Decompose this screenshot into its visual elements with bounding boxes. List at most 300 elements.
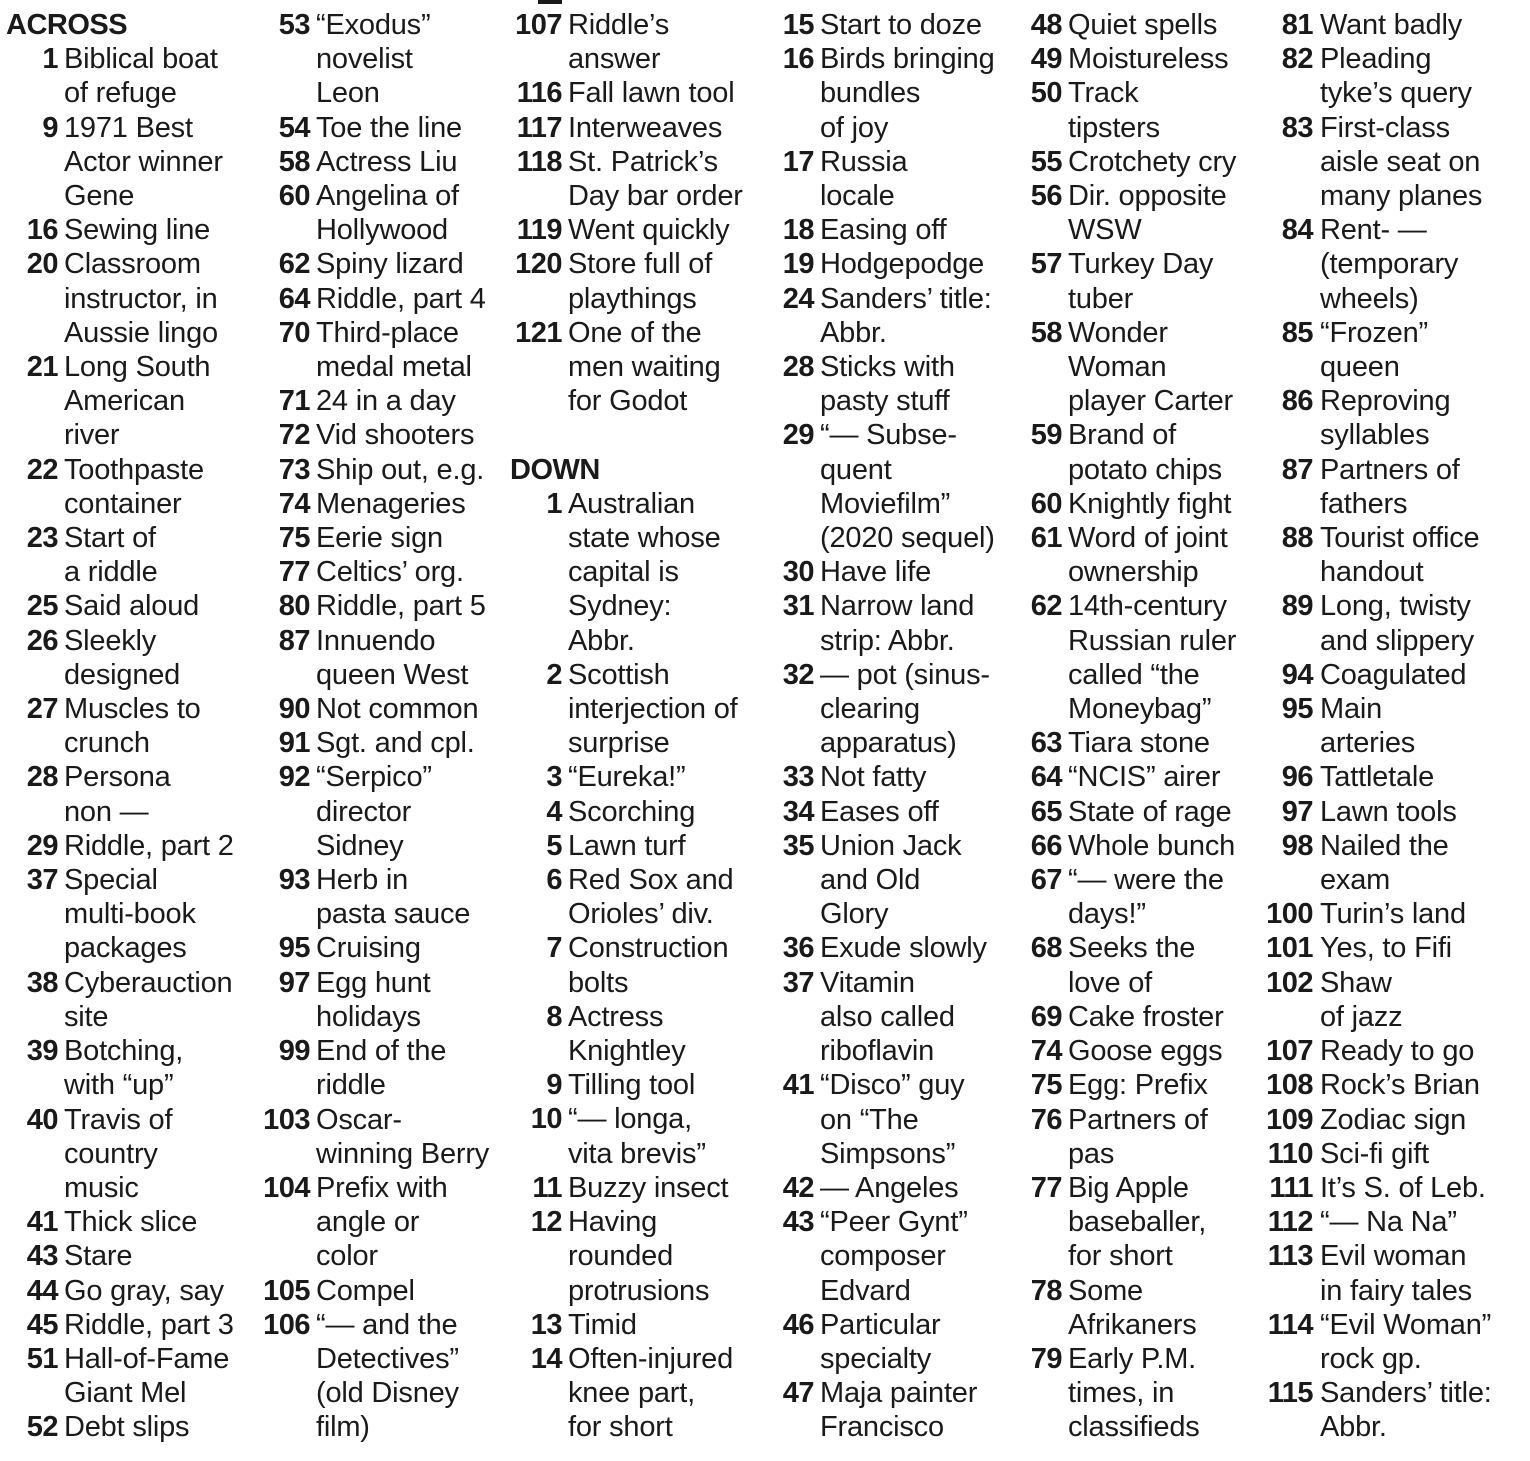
clue-text-line: Rock’s Brian xyxy=(1320,1069,1480,1102)
clue-number: 78 xyxy=(1030,1274,1062,1307)
clue-text-line: Thick slice xyxy=(64,1206,198,1239)
clue-text-line: Detectives” xyxy=(316,1342,459,1375)
clue-text-line: Eerie sign xyxy=(316,522,443,555)
clue-text-line: Easing off xyxy=(820,214,947,247)
clue-text-line: fathers xyxy=(1320,487,1408,520)
clue-text-line: Yes, to Fifi xyxy=(1320,932,1452,965)
clue-number: 103 xyxy=(263,1103,310,1136)
clue-text-line: Tourist office xyxy=(1320,522,1480,555)
clue-text-line: Goose eggs xyxy=(1068,1035,1223,1068)
clue-text-line: Vid shooters xyxy=(316,419,475,452)
clue-text-line: queen xyxy=(1320,351,1400,384)
clue-item xyxy=(776,931,1026,965)
clue-item xyxy=(258,145,506,179)
clue-text-line: Abbr. xyxy=(1320,1411,1387,1444)
clue-text-line: Actress xyxy=(568,1000,664,1033)
clue-text-line: Said aloud xyxy=(64,590,200,623)
clue-text-line: Vitamin xyxy=(820,966,915,999)
clue-item xyxy=(6,1239,256,1273)
clue-number: 28 xyxy=(782,351,814,384)
clue-item xyxy=(6,1103,256,1206)
clue-text-line: Union Jack xyxy=(820,829,962,862)
clue-number: 4 xyxy=(546,795,562,828)
clue-column-2 xyxy=(258,8,506,1445)
clue-number: 23 xyxy=(26,522,58,555)
clue-text-line: Simpsons” xyxy=(820,1137,956,1170)
clue-text-line: and slippery xyxy=(1320,624,1474,657)
clue-item xyxy=(1262,760,1528,794)
clue-item xyxy=(510,1000,772,1068)
clue-number: 106 xyxy=(263,1308,310,1341)
clue-text-line: Third-place xyxy=(316,316,459,349)
clue-number: 36 xyxy=(782,932,814,965)
clue-text-line: Menageries xyxy=(316,487,466,520)
clue-number: 9 xyxy=(546,1069,562,1102)
clue-item xyxy=(6,692,256,760)
clue-number: 56 xyxy=(1030,180,1062,213)
top-divider-mark xyxy=(538,0,562,4)
clue-text-line: St. Patrick’s xyxy=(568,145,718,178)
clue-text-line: Red Sox and xyxy=(568,864,734,897)
clue-text-line: Evil woman xyxy=(1320,1240,1467,1273)
clue-text-line: Sgt. and cpl. xyxy=(316,727,475,760)
clue-item xyxy=(1262,42,1528,110)
clue-number: 17 xyxy=(782,145,814,178)
clue-item xyxy=(1262,658,1528,692)
clue-text-line: Interweaves xyxy=(568,111,723,144)
clue-item xyxy=(1026,1103,1276,1171)
clue-item xyxy=(258,1034,506,1102)
clue-item xyxy=(510,760,772,794)
clue-text-line: holidays xyxy=(316,1000,421,1033)
clue-text-line: on “The xyxy=(820,1103,919,1136)
clue-number: 39 xyxy=(26,1035,58,1068)
clue-text-line: Riddle, part 5 xyxy=(316,590,486,623)
clue-text-line: Knightley xyxy=(568,1035,686,1068)
clue-text-line: for short xyxy=(1068,1240,1173,1273)
clue-item xyxy=(6,453,256,521)
clue-item xyxy=(510,1171,772,1205)
clue-item xyxy=(776,795,1026,829)
clue-text-line: Long, twisty xyxy=(1320,590,1471,623)
down-heading: DOWN xyxy=(510,453,600,486)
clue-item xyxy=(258,487,506,521)
clue-number: 107 xyxy=(515,9,562,41)
clue-item xyxy=(1026,863,1276,931)
clue-item xyxy=(776,350,1026,418)
clue-text-line: rock gp. xyxy=(1320,1342,1422,1375)
clue-number: 1 xyxy=(42,43,58,76)
clue-text-line: Dir. opposite xyxy=(1068,180,1227,213)
clue-number: 31 xyxy=(782,590,814,623)
clue-number: 121 xyxy=(515,316,562,349)
clue-text-line: Francisco xyxy=(820,1411,944,1444)
clue-text-line: riboflavin xyxy=(820,1035,935,1068)
clue-number: 10 xyxy=(530,1103,562,1136)
clue-number: 60 xyxy=(1030,487,1062,520)
clue-number: 54 xyxy=(278,111,310,144)
clue-item xyxy=(1262,1308,1528,1376)
clue-number: 87 xyxy=(278,624,310,657)
clue-number: 95 xyxy=(1281,693,1313,726)
clue-number: 16 xyxy=(26,214,58,247)
clue-text-line: Giant Mel xyxy=(64,1377,187,1410)
clue-text-line: state whose xyxy=(568,522,721,555)
clue-text-line: and Old xyxy=(820,864,921,897)
clue-text-line: Fall lawn tool xyxy=(568,77,735,110)
clue-text-line: Australian xyxy=(568,487,695,520)
clue-text-line: Sleekly xyxy=(64,624,157,657)
clue-item xyxy=(776,247,1026,281)
clue-text-line: Narrow land xyxy=(820,590,975,623)
clue-item xyxy=(258,8,506,111)
clue-text-line: Sanders’ title: xyxy=(820,282,992,315)
clue-number: 74 xyxy=(278,487,310,520)
clue-text-line: Reproving xyxy=(1320,385,1451,418)
clue-number: 91 xyxy=(278,727,310,760)
clue-text-line: Sticks with xyxy=(820,351,955,384)
clue-item xyxy=(1262,1034,1528,1068)
clue-number: 8 xyxy=(546,1000,562,1033)
clue-text-line: Not fatty xyxy=(820,761,927,794)
clue-text-line: Rent- — xyxy=(1320,214,1427,247)
clue-text-line: Turkey Day xyxy=(1068,248,1214,281)
clue-number: 75 xyxy=(278,522,310,555)
clue-number: 71 xyxy=(278,385,310,418)
clue-number: 48 xyxy=(1030,9,1062,41)
clue-text-line: classifieds xyxy=(1068,1411,1200,1444)
clue-text-line: river xyxy=(64,419,120,452)
clue-text-line: pasta sauce xyxy=(316,898,471,931)
clue-item xyxy=(258,521,506,555)
clue-number: 21 xyxy=(26,351,58,384)
clue-text-line: packages xyxy=(64,932,187,965)
clue-item xyxy=(1262,453,1528,521)
clue-number: 88 xyxy=(1281,522,1313,555)
clue-text-line: Eases off xyxy=(820,795,939,828)
clue-text-line: Nailed the xyxy=(1320,829,1449,862)
clue-text-line: Afrikaners xyxy=(1068,1308,1197,1341)
clue-text-line: instructor, in xyxy=(64,282,218,315)
clue-text-line: days!” xyxy=(1068,898,1146,931)
clue-item xyxy=(1026,1000,1276,1034)
clue-text-line: (old Disney xyxy=(316,1377,459,1410)
clue-number: 65 xyxy=(1030,795,1062,828)
clue-number: 92 xyxy=(278,761,310,794)
clue-item xyxy=(1026,8,1276,42)
clue-item xyxy=(258,418,506,452)
clue-number: 109 xyxy=(1266,1103,1313,1136)
clue-item xyxy=(1262,692,1528,760)
clue-text-line: multi-book xyxy=(64,898,196,931)
clue-number: 111 xyxy=(1269,1171,1313,1204)
clue-item xyxy=(6,213,256,247)
clue-text-line: angle or xyxy=(316,1206,420,1239)
clue-text-line: Hollywood xyxy=(316,214,448,247)
clue-item xyxy=(6,350,256,453)
clue-number: 38 xyxy=(26,966,58,999)
clue-item xyxy=(258,760,506,863)
clue-item xyxy=(1262,897,1528,931)
clue-number: 99 xyxy=(278,1035,310,1068)
clue-number: 112 xyxy=(1267,1206,1313,1239)
clue-item xyxy=(6,1410,256,1444)
clue-text-line: — pot (sinus- xyxy=(820,658,990,691)
clue-text-line: Gene xyxy=(64,180,135,213)
clue-text-line: Edvard xyxy=(820,1274,911,1307)
clue-number: 2 xyxy=(546,658,562,691)
clue-number: 75 xyxy=(1030,1069,1062,1102)
clue-text-line: Day bar order xyxy=(568,180,743,213)
clue-item xyxy=(6,1274,256,1308)
clue-item xyxy=(510,1342,772,1445)
clue-number: 18 xyxy=(782,214,814,247)
clue-number: 115 xyxy=(1267,1377,1313,1410)
clue-number: 93 xyxy=(278,864,310,897)
clue-item xyxy=(6,863,256,966)
clue-text-line: Scottish xyxy=(568,658,670,691)
clue-number: 105 xyxy=(263,1274,310,1307)
clue-item xyxy=(6,1034,256,1102)
clue-text-line: Store full of xyxy=(568,248,713,281)
clue-text-line: End of the xyxy=(316,1035,447,1068)
clue-item xyxy=(1026,829,1276,863)
clue-text-line: for short xyxy=(568,1411,673,1444)
clue-number: 114 xyxy=(1267,1308,1313,1341)
clue-text-line: film) xyxy=(316,1411,370,1444)
clue-text-line: Travis of xyxy=(64,1103,173,1136)
clue-text-line: playthings xyxy=(568,282,697,315)
clue-item xyxy=(1026,760,1276,794)
clue-text-line: locale xyxy=(820,180,895,213)
section-spacer xyxy=(510,418,772,452)
clue-text-line: Actress Liu xyxy=(316,145,458,178)
clue-item xyxy=(258,384,506,418)
clue-text-line: knee part, xyxy=(568,1377,695,1410)
clue-number: 3 xyxy=(546,761,562,794)
clue-text-line: “Frozen” xyxy=(1320,316,1428,349)
clue-number: 20 xyxy=(26,248,58,281)
clue-number: 97 xyxy=(1281,795,1313,828)
clue-text-line: Not common xyxy=(316,693,479,726)
clue-item xyxy=(776,213,1026,247)
clue-text-line: color xyxy=(316,1240,378,1273)
clue-item xyxy=(1026,316,1276,419)
clue-item xyxy=(1262,966,1528,1034)
clue-text-line: Toe the line xyxy=(316,111,462,144)
clue-text-line: Partners of xyxy=(1320,453,1460,486)
clue-item xyxy=(258,692,506,726)
clue-item xyxy=(1262,1171,1528,1205)
clue-item xyxy=(258,966,506,1034)
clue-text-line: music xyxy=(64,1171,139,1204)
clue-item xyxy=(510,111,772,145)
clue-text-line: Track xyxy=(1068,77,1139,110)
clue-item xyxy=(776,282,1026,350)
clue-text-line: Woman xyxy=(1068,351,1167,384)
clue-text-line: Scorching xyxy=(568,795,696,828)
clue-column-5 xyxy=(1026,8,1276,1445)
clue-number: 41 xyxy=(26,1206,58,1239)
clue-text-line: Turin’s land xyxy=(1320,898,1466,931)
clue-number: 101 xyxy=(1266,932,1313,965)
clue-item xyxy=(258,1171,506,1274)
clue-text-line: handout xyxy=(1320,556,1424,589)
clue-text-line: many planes xyxy=(1320,180,1483,213)
clue-text-line: winning Berry xyxy=(316,1137,490,1170)
clue-text-line: Egg hunt xyxy=(316,966,431,999)
clue-item xyxy=(1262,111,1528,214)
clue-item xyxy=(776,1205,1026,1308)
clue-text-line: “Eureka!” xyxy=(568,761,686,794)
clue-item xyxy=(258,111,506,145)
clue-text-line: wheels) xyxy=(1320,282,1419,315)
clue-number: 68 xyxy=(1030,932,1062,965)
clue-text-line: Shaw xyxy=(1320,966,1392,999)
clue-item xyxy=(510,1205,772,1308)
clue-text-line: Abbr. xyxy=(568,624,635,657)
clue-item xyxy=(1262,795,1528,829)
clue-item xyxy=(1262,316,1528,384)
clue-number: 62 xyxy=(278,248,310,281)
clue-number: 44 xyxy=(26,1274,58,1307)
clue-number: 81 xyxy=(1281,9,1313,41)
clue-item xyxy=(510,316,772,419)
clue-text-line: “— and the xyxy=(316,1308,458,1341)
clue-text-line: (2020 sequel) xyxy=(820,522,995,555)
clue-text-line: “Exodus” xyxy=(316,9,431,41)
clue-text-line: Whole bunch xyxy=(1068,829,1236,862)
clue-number: 98 xyxy=(1281,829,1313,862)
clue-item xyxy=(510,247,772,315)
clue-number: 90 xyxy=(278,693,310,726)
clue-text-line: “Disco” guy xyxy=(820,1069,965,1102)
clue-number: 107 xyxy=(1266,1035,1313,1068)
clue-item xyxy=(258,726,506,760)
clue-text-line: Special xyxy=(64,864,158,897)
clue-text-line: Went quickly xyxy=(568,214,730,247)
clue-number: 77 xyxy=(278,556,310,589)
clue-text-line: Persona xyxy=(64,761,171,794)
clue-number: 95 xyxy=(278,932,310,965)
clue-item xyxy=(258,1308,506,1445)
clue-number: 50 xyxy=(1030,77,1062,110)
clue-item xyxy=(1262,521,1528,589)
clue-number: 83 xyxy=(1281,111,1313,144)
clue-item xyxy=(6,1205,256,1239)
clue-number: 42 xyxy=(782,1171,814,1204)
clue-text-line: 24 in a day xyxy=(316,385,456,418)
clue-text-line: One of the xyxy=(568,316,702,349)
clue-number: 11 xyxy=(532,1171,562,1204)
clue-text-line: arteries xyxy=(1320,727,1416,760)
clue-number: 13 xyxy=(530,1308,562,1341)
clue-item xyxy=(1026,931,1276,999)
clue-text-line: strip: Abbr. xyxy=(820,624,955,657)
clue-number: 14 xyxy=(530,1342,562,1375)
clue-text-line: non — xyxy=(64,795,149,828)
clue-text-line: Quiet spells xyxy=(1068,9,1218,41)
clue-item xyxy=(258,1274,506,1308)
clue-text-line: Sidney xyxy=(316,829,404,862)
clue-number: 67 xyxy=(1030,864,1062,897)
clue-text-line: Often-injured xyxy=(568,1342,734,1375)
clue-number: 118 xyxy=(516,145,562,178)
clue-number: 22 xyxy=(26,453,58,486)
clue-item xyxy=(776,145,1026,213)
clue-number: 70 xyxy=(278,316,310,349)
clue-number: 108 xyxy=(1266,1069,1313,1102)
clue-item xyxy=(510,1068,772,1102)
clue-text-line: exam xyxy=(1320,864,1391,897)
clue-text-line: Biblical boat xyxy=(64,43,218,76)
clue-item xyxy=(510,931,772,999)
clue-item xyxy=(1026,487,1276,521)
clue-text-line: Ship out, e.g. xyxy=(316,453,485,486)
clue-text-line: Actor winner xyxy=(64,145,223,178)
clue-number: 47 xyxy=(782,1377,814,1410)
clue-item xyxy=(1262,1205,1528,1239)
clue-text-line: 1971 Best xyxy=(64,111,193,144)
clue-number: 40 xyxy=(26,1103,58,1136)
clue-text-line: 14th-century xyxy=(1068,590,1227,623)
clue-item xyxy=(776,658,1026,761)
clue-item xyxy=(1026,1068,1276,1102)
clue-item xyxy=(776,1068,1026,1171)
clue-text-line: Sci-fi gift xyxy=(1320,1137,1429,1170)
clue-number: 7 xyxy=(546,932,562,965)
clue-item xyxy=(258,589,506,623)
clue-text-line: specialty xyxy=(820,1342,932,1375)
clue-item xyxy=(510,795,772,829)
clue-text-line: Sewing line xyxy=(64,214,211,247)
clue-number: 97 xyxy=(278,966,310,999)
clue-item xyxy=(1026,1034,1276,1068)
clue-text-line: Partners of xyxy=(1068,1103,1208,1136)
clue-text-line: Have life xyxy=(820,556,932,589)
clue-text-line: Riddle, part 4 xyxy=(316,282,486,315)
clue-text-line: Cruising xyxy=(316,932,421,965)
clue-text-line: clearing xyxy=(820,693,920,726)
clue-text-line: designed xyxy=(64,658,181,691)
clue-text-line: Hall-of-Fame xyxy=(64,1342,230,1375)
clue-text-line: answer xyxy=(568,43,661,76)
clue-item xyxy=(1262,1103,1528,1137)
clue-number: 64 xyxy=(1030,761,1062,794)
clue-number: 69 xyxy=(1030,1000,1062,1033)
clue-text-line: “— were the xyxy=(1068,864,1224,897)
clue-number: 34 xyxy=(782,795,814,828)
clue-text-line: of joy xyxy=(820,111,889,144)
clue-text-line: ownership xyxy=(1068,556,1199,589)
clue-text-line: “Peer Gynt” xyxy=(820,1206,968,1239)
clue-number: 32 xyxy=(782,658,814,691)
clue-item xyxy=(510,829,772,863)
clue-text-line: Word of joint xyxy=(1068,522,1228,555)
clue-item xyxy=(1026,1171,1276,1274)
clue-item xyxy=(1262,1137,1528,1171)
clue-item xyxy=(258,316,506,384)
clue-number: 35 xyxy=(782,829,814,862)
clue-item xyxy=(1262,1239,1528,1307)
clue-text-line: Egg: Prefix xyxy=(1068,1069,1208,1102)
clue-text-line: Knightly fight xyxy=(1068,487,1232,520)
clue-item xyxy=(776,966,1026,1069)
clue-text-line: Zodiac sign xyxy=(1320,1103,1467,1136)
clue-text-line: Leon xyxy=(316,77,380,110)
clue-number: 53 xyxy=(278,9,310,41)
clue-item xyxy=(258,179,506,247)
